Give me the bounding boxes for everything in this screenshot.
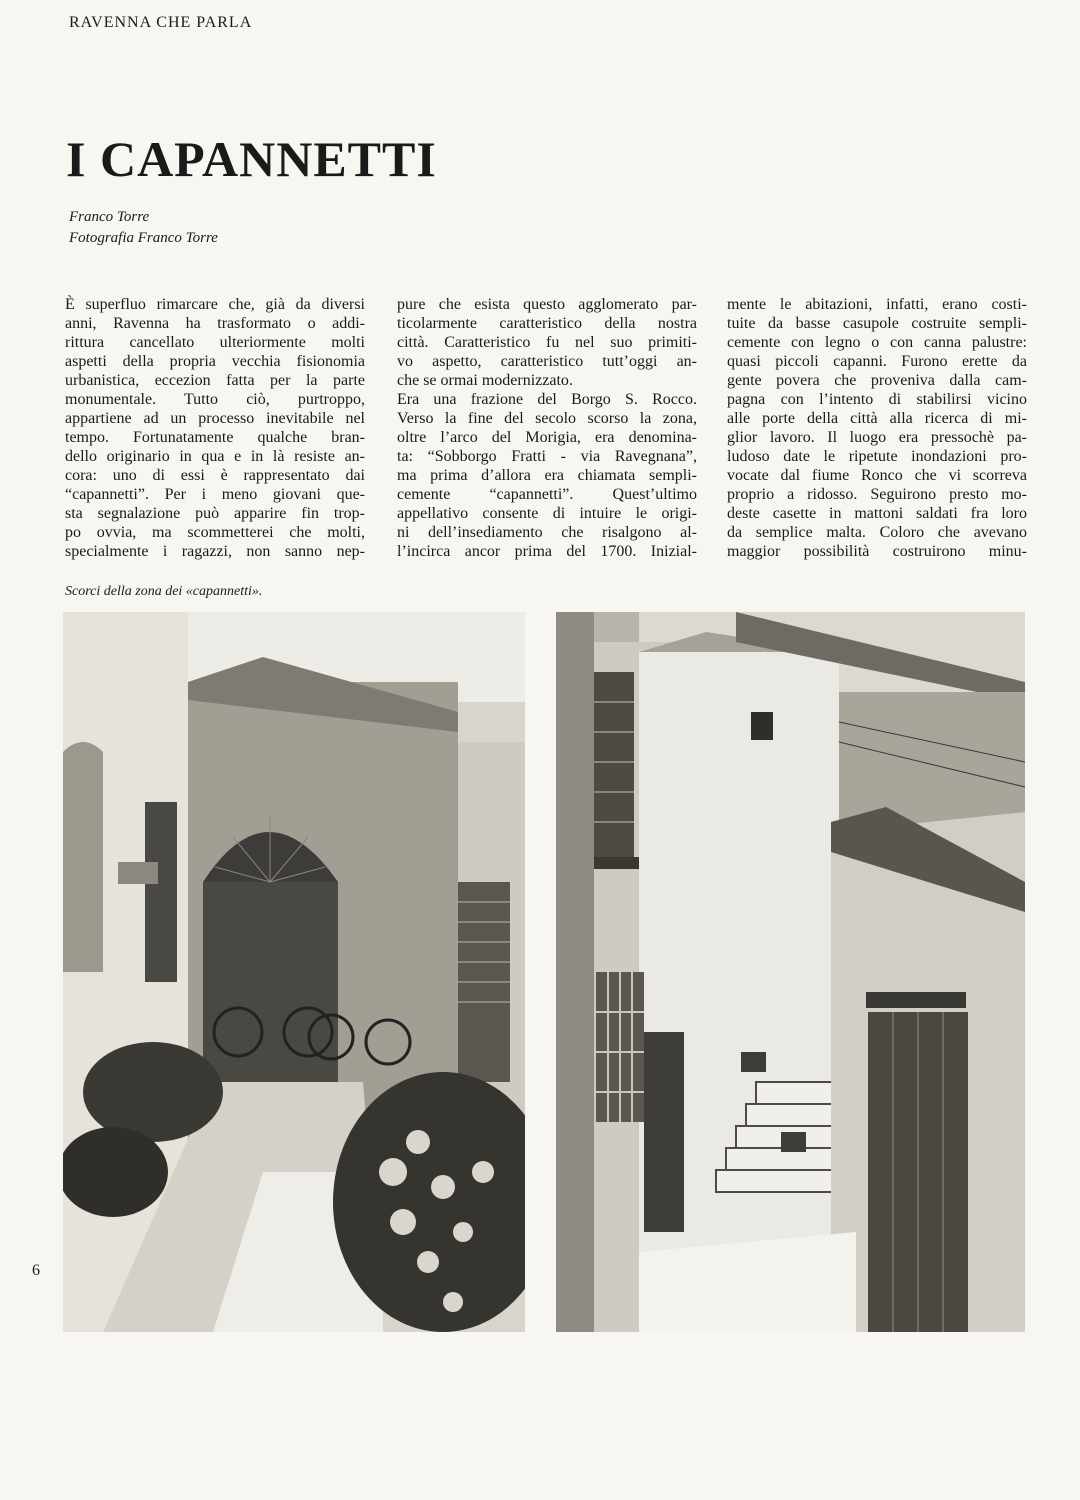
text-line: rittura cancellato ulteriormente molti <box>65 334 365 351</box>
text-line: pure che esista questo agglomerato par- <box>397 296 697 313</box>
text-line: cora: uno di essi è rappresentato dai <box>65 467 365 484</box>
text-line: urbanistica, eccezion fatta per la parte <box>65 372 365 389</box>
text-line: Verso la fine del secolo scorso la zona, <box>397 410 697 427</box>
text-line: dello originario in qua e in là resiste an- <box>65 448 365 465</box>
text-line: vo aspetto, caratteristico tutt’oggi an- <box>397 353 697 370</box>
photo-credit: Fotografia Franco Torre <box>69 230 218 246</box>
text-line: cemente “capannetti”. Quest’ultimo <box>397 486 697 503</box>
text-line: specialmente i ragazzi, non sanno nep- <box>65 543 365 560</box>
text-line: ni dell’insediamento che risalgono al- <box>397 524 697 541</box>
text-line: gente povera che proveniva dalla cam- <box>727 372 1027 389</box>
text-column-2 <box>397 295 697 561</box>
text-line: deste casette in mattoni saldati fra loro <box>727 505 1027 522</box>
text-line: proprio a ridosso. Seguirono presto mo- <box>727 486 1027 503</box>
text-line: ludoso date le ripetute inondazioni pro- <box>727 448 1027 465</box>
text-line: “capannetti”. Per i meno giovani que- <box>65 486 365 503</box>
text-line: quasi piccoli capanni. Furono erette da <box>727 353 1027 370</box>
byline <box>69 207 218 249</box>
text-line: È superfluo rimarcare che, già da diversi <box>65 296 365 313</box>
text-line: Era una frazione del Borgo S. Rocco. <box>397 391 697 408</box>
text-line: pagna con l’intento di stabilirsi vicino <box>727 391 1027 408</box>
text-line: oltre l’arco del Morigia, era denomina- <box>397 429 697 446</box>
text-line: monumentale. Tutto ciò, purtroppo, <box>65 391 365 408</box>
text-line: appartiene ad un processo inevitabile nel <box>65 410 365 427</box>
text-line: che se ormai modernizzato. <box>397 372 573 389</box>
text-line: maggior possibilità costruirono minu- <box>727 543 1027 560</box>
text-line: ma prima d’allora era chiamata sempli- <box>397 467 697 484</box>
photo-courtyard-stairs <box>556 612 1025 1332</box>
text-line: da semplice malta. Coloro che avevano <box>727 524 1027 541</box>
text-line: mente le abitazioni, infatti, erano costi- <box>727 296 1027 313</box>
text-line: appellativo consente di intuire le origi- <box>397 505 697 522</box>
text-line: ticolarmente caratteristico della nostra <box>397 315 697 332</box>
text-line: cemente con legno o con canna palustre: <box>727 334 1027 351</box>
text-line: alle porte della città alla ricerca di mi- <box>727 410 1027 427</box>
photo-caption: Scorci della zona dei «capannetti». <box>65 584 263 599</box>
article-title: I CAPANNETTI <box>66 131 437 187</box>
text-line: sta segnalazione può apparire fin trop- <box>65 505 365 522</box>
text-line: vocate dal fiume Ronco che vi scorreva <box>727 467 1027 484</box>
page-number: 6 <box>32 1262 40 1279</box>
text-line: glior lavoro. Il luogo era pressochè pa- <box>727 429 1027 446</box>
text-line: tempo. Fortunatamente qualche bran- <box>65 429 365 446</box>
author-name: Franco Torre <box>69 209 150 225</box>
text-line: anni, Ravenna ha trasformato o addi- <box>65 315 365 332</box>
text-column-1 <box>65 295 365 561</box>
text-line: aspetti della propria vecchia fisionomia <box>65 353 365 370</box>
text-line: città. Caratteristico fu nel suo primiti- <box>397 334 697 351</box>
text-line: tuite da basse casupole costruite sempli- <box>727 315 1027 332</box>
text-column-3 <box>727 295 1027 561</box>
running-header: RAVENNA CHE PARLA <box>69 14 253 31</box>
text-line: ta: “Sobborgo Fratti - via Ravegnana”, <box>397 448 697 465</box>
text-line: po ovvia, ma scommetterei che molti, <box>65 524 365 541</box>
photo-alley-gate <box>63 612 525 1332</box>
text-line: l’incirca ancor prima del 1700. Inizial- <box>397 543 697 560</box>
